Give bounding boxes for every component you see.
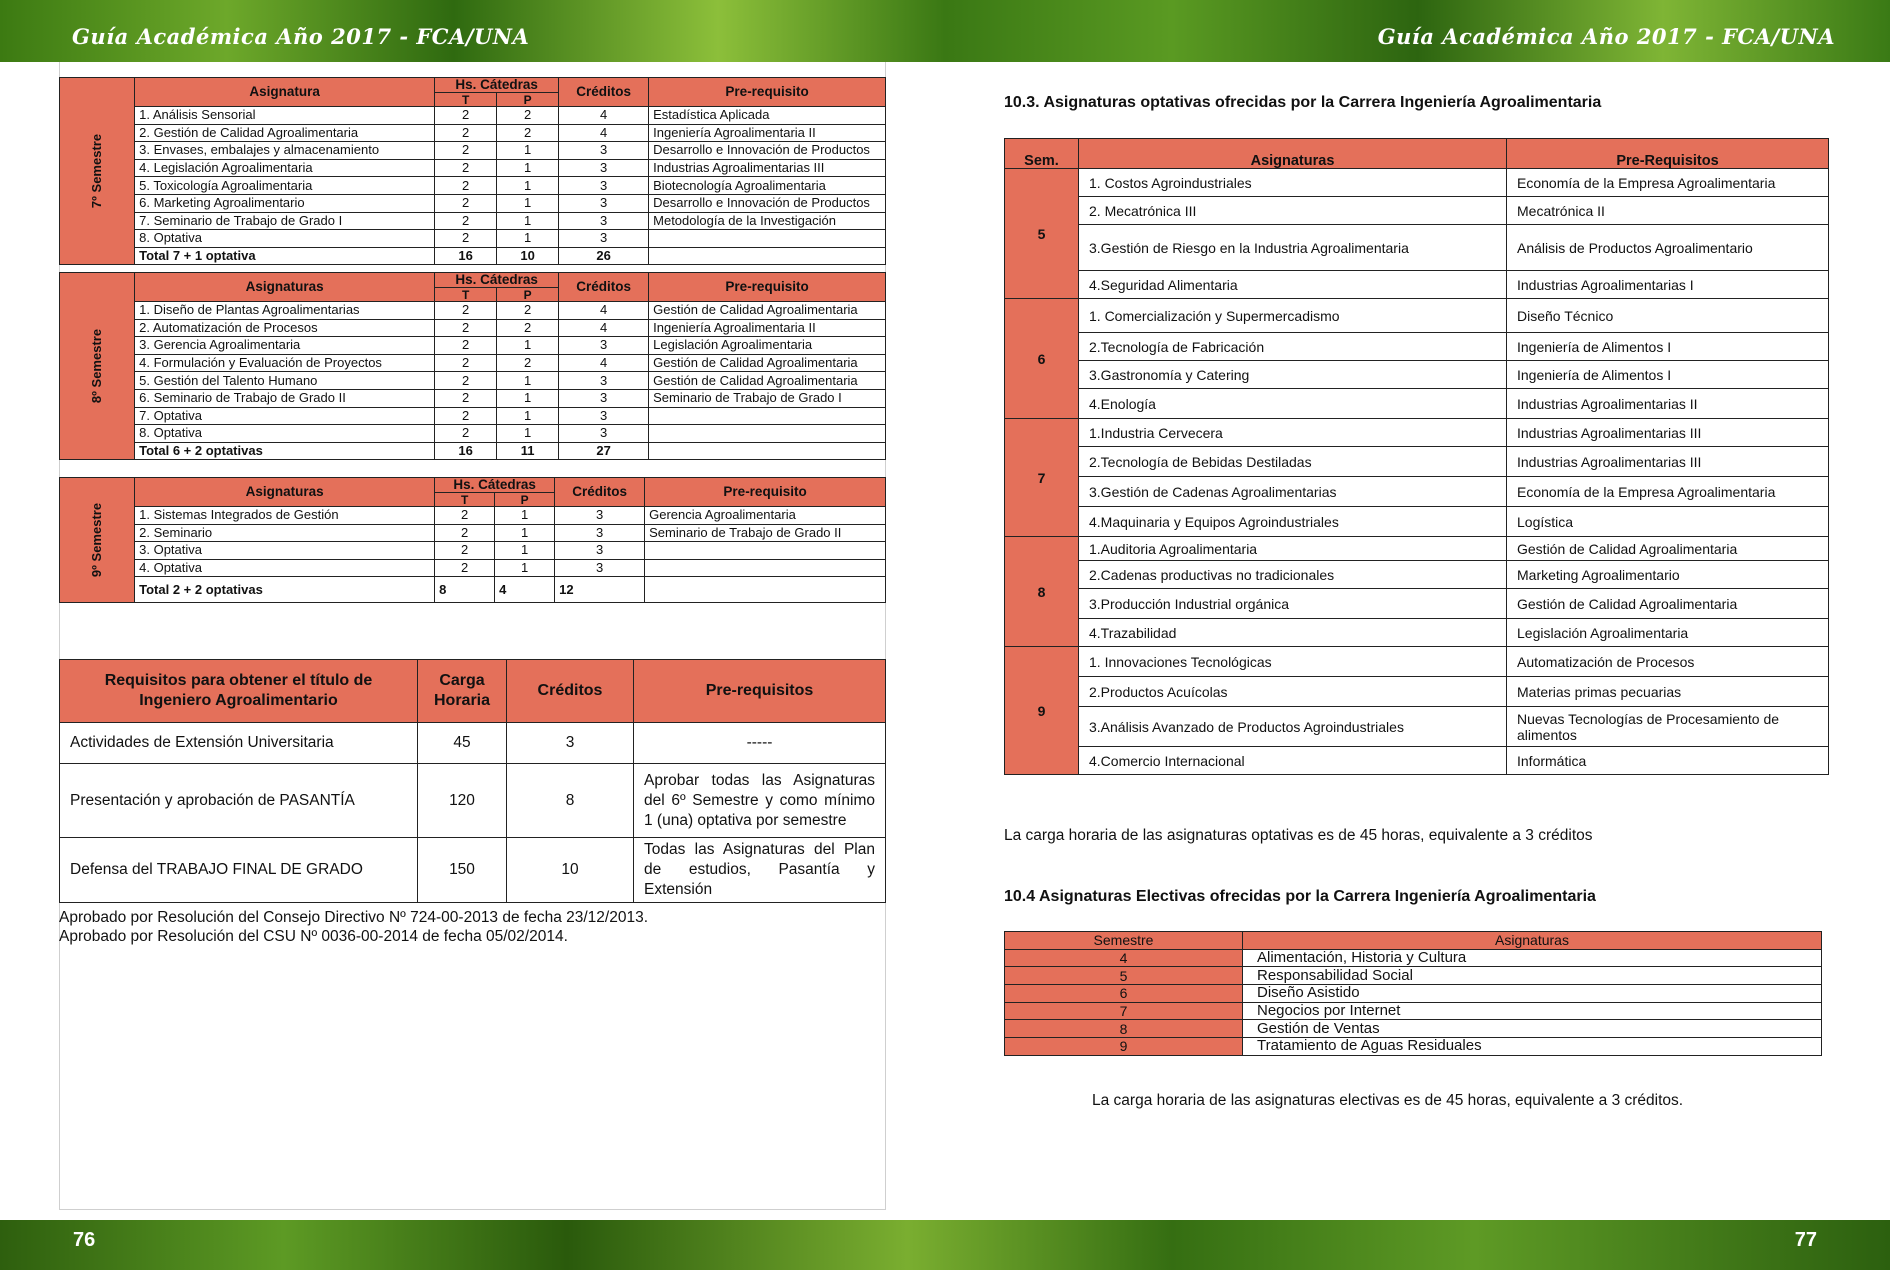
electivas-section-title: 10.4 Asignaturas Electivas ofrecidas por la Carrera Ingeniería Agroalimentaria — [1004, 888, 1596, 905]
prerequisite: Ingeniería Agroalimentaria II — [649, 319, 886, 337]
header-p: P — [497, 93, 559, 107]
hours-t: 2 — [435, 507, 495, 525]
hours-t: 2 — [435, 337, 497, 355]
total-label: Total 7 + 1 optativa — [135, 247, 435, 265]
hours-t: 2 — [435, 212, 497, 230]
prerequisite: Nuevas Tecnologías de Procesamiento de alimentos — [1507, 707, 1829, 747]
credits: 3 — [559, 177, 649, 195]
credits: 3 — [559, 194, 649, 212]
semester-number: 6 — [1005, 299, 1079, 419]
subject-name: 4. Optativa — [135, 559, 435, 577]
optativas-note: La carga horaria de las asignaturas optativas es de 45 horas, equivalente a 3 créditos — [1004, 827, 1593, 844]
hours-t: 2 — [435, 354, 497, 372]
header-p: P — [495, 493, 555, 507]
header-subject: Asignaturas — [1243, 932, 1822, 950]
credits: 3 — [559, 389, 649, 407]
subject-name: 1.Industria Cervecera — [1079, 419, 1507, 447]
table-row — [1005, 985, 1822, 1003]
table-row — [1005, 589, 1829, 619]
hours-p: 1 — [497, 337, 559, 355]
credits: 3 — [559, 372, 649, 390]
table-row — [60, 302, 886, 320]
subject-name: 4.Maquinaria y Equipos Agroindustriales — [1079, 507, 1507, 537]
semester-label: 8º Semestre — [89, 329, 105, 404]
subject-name: 4. Formulación y Evaluación de Proyectos — [135, 354, 435, 372]
table-row — [60, 838, 886, 903]
req-name: Defensa del TRABAJO FINAL DE GRADO — [60, 838, 418, 903]
prerequisite: Legislación Agroalimentaria — [1507, 619, 1829, 647]
subject-name: Alimentación, Historia y Cultura — [1243, 949, 1822, 967]
credits: 3 — [559, 337, 649, 355]
credits: 3 — [559, 230, 649, 248]
req-prereq: Aprobar todas las Asignaturas del 6º Semestre y como mínimo 1 (una) optativa por semestre — [634, 764, 886, 838]
semester-number: 7 — [1005, 419, 1079, 537]
table-row — [60, 425, 886, 443]
req-credits: 8 — [507, 764, 634, 838]
prerequisite: Gestión de Calidad Agroalimentaria — [1507, 589, 1829, 619]
hours-t: 2 — [435, 159, 497, 177]
header-prereq: Pre-Requisitos — [1507, 139, 1829, 169]
table-row — [60, 723, 886, 764]
table-row — [60, 372, 886, 390]
subject-name: 3.Gestión de Cadenas Agroalimentarias — [1079, 477, 1507, 507]
header-credits: Créditos — [559, 78, 649, 107]
subject-name: 4.Comercio Internacional — [1079, 747, 1507, 775]
hours-p: 1 — [497, 177, 559, 195]
prerequisite — [649, 407, 886, 425]
table-row — [1005, 747, 1829, 775]
hours-p: 2 — [497, 354, 559, 372]
req-credits: 3 — [507, 723, 634, 764]
table-row — [60, 542, 886, 560]
hours-t: 2 — [435, 389, 497, 407]
subject-name: 3. Envases, embalajes y almacenamiento — [135, 142, 435, 160]
semester-number: 5 — [1005, 169, 1079, 299]
table-row — [60, 407, 886, 425]
prerequisite — [645, 542, 886, 560]
hours-p: 2 — [497, 107, 559, 125]
semester-label: 9º Semestre — [89, 503, 105, 578]
prerequisite — [649, 425, 886, 443]
total-t: 16 — [435, 442, 497, 460]
subject-name: 3.Producción Industrial orgánica — [1079, 589, 1507, 619]
hours-t: 2 — [435, 194, 497, 212]
semester-label: 7º Semestre — [89, 134, 105, 209]
prerequisite: Logística — [1507, 507, 1829, 537]
semester-number: 7 — [1005, 1002, 1243, 1020]
table-row — [60, 142, 886, 160]
credits: 3 — [555, 559, 645, 577]
prerequisite: Gestión de Calidad Agroalimentaria — [649, 354, 886, 372]
header-subject: Asignaturas — [135, 273, 435, 302]
prerequisite: Desarrollo e Innovación de Productos — [649, 142, 886, 160]
prerequisite: Industrias Agroalimentarias III — [649, 159, 886, 177]
subject-name: 2. Mecatrónica III — [1079, 197, 1507, 225]
page-number-right: 77 — [1794, 1229, 1817, 1251]
subject-name: 1. Innovaciones Tecnológicas — [1079, 647, 1507, 677]
total-label: Total 2 + 2 optativas — [135, 577, 435, 603]
table-row — [1005, 361, 1829, 389]
hours-t: 2 — [435, 559, 495, 577]
subject-name: 1.Auditoria Agroalimentaria — [1079, 537, 1507, 561]
footer-band — [0, 1220, 1890, 1270]
credits: 4 — [559, 107, 649, 125]
semester-label-cell — [60, 273, 135, 460]
total-empty — [645, 577, 886, 603]
req-header-prereq: Pre-requisitos — [634, 660, 886, 723]
table-row — [1005, 197, 1829, 225]
header-p: P — [497, 288, 559, 302]
credits: 4 — [559, 319, 649, 337]
header-band — [0, 0, 1890, 62]
subject-name: 2. Seminario — [135, 524, 435, 542]
subject-name: 7. Seminario de Trabajo de Grado I — [135, 212, 435, 230]
table-row — [1005, 707, 1829, 747]
hours-p: 1 — [495, 542, 555, 560]
hours-t: 2 — [435, 142, 497, 160]
subject-name: 1. Comercialización y Supermercadismo — [1079, 299, 1507, 333]
prerequisite: Gestión de Calidad Agroalimentaria — [649, 302, 886, 320]
semester-number: 9 — [1005, 1038, 1243, 1056]
credits: 4 — [559, 124, 649, 142]
table-row — [60, 354, 886, 372]
subject-name: 5. Gestión del Talento Humano — [135, 372, 435, 390]
table-row — [1005, 169, 1829, 197]
table-row — [60, 507, 886, 525]
prerequisite: Seminario de Trabajo de Grado II — [645, 524, 886, 542]
req-header-hours: Carga Horaria — [418, 660, 507, 723]
subject-name: 1. Costos Agroindustriales — [1079, 169, 1507, 197]
semester-number: 4 — [1005, 949, 1243, 967]
subject-name: 2. Automatización de Procesos — [135, 319, 435, 337]
hours-p: 1 — [497, 372, 559, 390]
semester-number: 8 — [1005, 1020, 1243, 1038]
subject-name: 6. Seminario de Trabajo de Grado II — [135, 389, 435, 407]
prerequisite: Gestión de Calidad Agroalimentaria — [1507, 537, 1829, 561]
semester-label-cell — [60, 478, 135, 603]
hours-t: 2 — [435, 372, 497, 390]
hours-t: 2 — [435, 319, 497, 337]
hours-t: 2 — [435, 524, 495, 542]
header-credits: Créditos — [559, 273, 649, 302]
header-semester: Semestre — [1005, 932, 1243, 950]
approval-note-1: Aprobado por Resolución del Consejo Directivo Nº 724-00-2013 de fecha 23/12/2013. — [59, 909, 649, 926]
electivas-table — [1004, 931, 1822, 1056]
req-hours: 45 — [418, 723, 507, 764]
table-row — [60, 177, 886, 195]
req-prereq: Todas las Asignaturas del Plan de estudios, Pasantía y Extensión — [634, 838, 886, 903]
total-row — [60, 442, 886, 460]
prerequisite: Análisis de Productos Agroalimentario — [1507, 225, 1829, 271]
req-hours: 120 — [418, 764, 507, 838]
total-credits: 26 — [559, 247, 649, 265]
table-row — [60, 194, 886, 212]
approval-notes — [59, 908, 648, 946]
subject-name: Tratamiento de Aguas Residuales — [1243, 1038, 1822, 1056]
hours-p: 1 — [497, 159, 559, 177]
prerequisite: Economía de la Empresa Agroalimentaria — [1507, 477, 1829, 507]
subject-name: 5. Toxicología Agroalimentaria — [135, 177, 435, 195]
prerequisite: Industrias Agroalimentarias II — [1507, 389, 1829, 419]
header-subject: Asignaturas — [135, 478, 435, 507]
subject-name: 1. Análisis Sensorial — [135, 107, 435, 125]
subject-name: Responsabilidad Social — [1243, 967, 1822, 985]
subject-name: 3. Gerencia Agroalimentaria — [135, 337, 435, 355]
table-row — [1005, 967, 1822, 985]
prerequisite: Gerencia Agroalimentaria — [645, 507, 886, 525]
semester-7-table — [59, 77, 886, 265]
prerequisite — [645, 559, 886, 577]
hours-p: 1 — [495, 559, 555, 577]
semester-9-table — [59, 477, 886, 603]
subject-name: 4.Enología — [1079, 389, 1507, 419]
prerequisite: Ingeniería de Alimentos I — [1507, 361, 1829, 389]
subject-name: 7. Optativa — [135, 407, 435, 425]
subject-name: 3. Optativa — [135, 542, 435, 560]
semester-number: 6 — [1005, 985, 1243, 1003]
prerequisite: Diseño Técnico — [1507, 299, 1829, 333]
subject-name: Gestión de Ventas — [1243, 1020, 1822, 1038]
total-row — [60, 247, 886, 265]
header-prereq: Pre-requisito — [645, 478, 886, 507]
table-row — [60, 107, 886, 125]
hours-t: 2 — [435, 425, 497, 443]
total-label: Total 6 + 2 optativas — [135, 442, 435, 460]
total-row — [60, 577, 886, 603]
req-name: Actividades de Extensión Universitaria — [60, 723, 418, 764]
page-number-left: 76 — [73, 1229, 96, 1251]
subject-name: 3.Gastronomía y Catering — [1079, 361, 1507, 389]
prerequisite: Industrias Agroalimentarias I — [1507, 271, 1829, 299]
header-credits: Créditos — [555, 478, 645, 507]
hours-p: 1 — [497, 425, 559, 443]
table-row — [1005, 537, 1829, 561]
table-row — [1005, 647, 1829, 677]
hours-p: 1 — [497, 407, 559, 425]
subject-name: 2.Tecnología de Fabricación — [1079, 333, 1507, 361]
approval-note-2: Aprobado por Resolución del CSU Nº 0036-00-2014 de fecha 05/02/2014. — [59, 928, 568, 945]
subject-name: 1. Sistemas Integrados de Gestión — [135, 507, 435, 525]
table-row — [1005, 507, 1829, 537]
prerequisite: Ingeniería de Alimentos I — [1507, 333, 1829, 361]
hours-p: 1 — [495, 507, 555, 525]
subject-name: 2. Gestión de Calidad Agroalimentaria — [135, 124, 435, 142]
prerequisite: Informática — [1507, 747, 1829, 775]
header-subject: Asignatura — [135, 78, 435, 107]
header-hours: Hs. Cátedras — [435, 478, 555, 493]
prerequisite: Biotecnología Agroalimentaria — [649, 177, 886, 195]
hours-t: 2 — [435, 124, 497, 142]
total-credits: 27 — [559, 442, 649, 460]
credits: 3 — [559, 142, 649, 160]
hours-t: 2 — [435, 407, 497, 425]
subject-name: 2.Tecnología de Bebidas Destiladas — [1079, 447, 1507, 477]
prerequisite: Materias primas pecuarias — [1507, 677, 1829, 707]
total-credits: 12 — [555, 577, 645, 603]
subject-name: 4. Legislación Agroalimentaria — [135, 159, 435, 177]
table-row — [1005, 477, 1829, 507]
subject-name: 6. Marketing Agroalimentario — [135, 194, 435, 212]
table-row — [60, 159, 886, 177]
req-prereq: ----- — [634, 723, 886, 764]
table-row — [60, 524, 886, 542]
hours-p: 1 — [497, 389, 559, 407]
header-prereq: Pre-requisito — [649, 273, 886, 302]
prerequisite — [649, 230, 886, 248]
prerequisite: Economía de la Empresa Agroalimentaria — [1507, 169, 1829, 197]
req-name: Presentación y aprobación de PASANTÍA — [60, 764, 418, 838]
total-empty — [649, 247, 886, 265]
credits: 3 — [559, 212, 649, 230]
subject-name: Negocios por Internet — [1243, 1002, 1822, 1020]
table-row — [60, 559, 886, 577]
credits: 4 — [559, 354, 649, 372]
subject-name: 8. Optativa — [135, 425, 435, 443]
total-p: 10 — [497, 247, 559, 265]
semester-number: 5 — [1005, 967, 1243, 985]
table-row — [1005, 419, 1829, 447]
credits: 3 — [559, 425, 649, 443]
subject-name: Diseño Asistido — [1243, 985, 1822, 1003]
prerequisite: Metodología de la Investigación — [649, 212, 886, 230]
table-row — [60, 124, 886, 142]
req-header-title: Requisitos para obtener el título de Ingeniero Agroalimentario — [60, 660, 418, 723]
hours-p: 1 — [495, 524, 555, 542]
hours-p: 2 — [497, 319, 559, 337]
hours-t: 2 — [435, 107, 497, 125]
subject-name: 8. Optativa — [135, 230, 435, 248]
hours-t: 2 — [435, 302, 497, 320]
prerequisite: Desarrollo e Innovación de Productos — [649, 194, 886, 212]
optativas-table — [1004, 138, 1829, 775]
table-row — [1005, 1002, 1822, 1020]
credits: 3 — [559, 407, 649, 425]
prerequisite: Industrias Agroalimentarias III — [1507, 419, 1829, 447]
subject-name: 4.Trazabilidad — [1079, 619, 1507, 647]
credits: 3 — [555, 524, 645, 542]
table-row — [60, 389, 886, 407]
header-hours: Hs. Cátedras — [435, 273, 559, 288]
table-row — [60, 230, 886, 248]
hours-p: 1 — [497, 194, 559, 212]
prerequisite: Seminario de Trabajo de Grado I — [649, 389, 886, 407]
credits: 3 — [559, 159, 649, 177]
total-p: 4 — [495, 577, 555, 603]
table-row — [1005, 1038, 1822, 1056]
subject-name: 2.Cadenas productivas no tradicionales — [1079, 561, 1507, 589]
hours-t: 2 — [435, 230, 497, 248]
semester-number: 8 — [1005, 537, 1079, 647]
table-row — [1005, 561, 1829, 589]
hours-p: 1 — [497, 142, 559, 160]
table-row — [1005, 389, 1829, 419]
total-empty — [649, 442, 886, 460]
req-header-credits: Créditos — [507, 660, 634, 723]
credits: 3 — [555, 507, 645, 525]
table-row — [1005, 447, 1829, 477]
table-row — [1005, 619, 1829, 647]
header-prereq: Pre-requisito — [649, 78, 886, 107]
credits: 4 — [559, 302, 649, 320]
hours-p: 1 — [497, 230, 559, 248]
optativas-section-title: 10.3. Asignaturas optativas ofrecidas por la Carrera Ingeniería Agroalimentaria — [1004, 94, 1602, 111]
header-t: T — [435, 493, 495, 507]
subject-name: 3.Análisis Avanzado de Productos Agroindustriales — [1079, 707, 1507, 747]
semester-label-cell — [60, 78, 135, 265]
prerequisite: Legislación Agroalimentaria — [649, 337, 886, 355]
subject-name: 2.Productos Acuícolas — [1079, 677, 1507, 707]
header-hours: Hs. Cátedras — [435, 78, 559, 93]
table-row — [60, 337, 886, 355]
electivas-note: La carga horaria de las asignaturas electivas es de 45 horas, equivalente a 3 créditos. — [1092, 1092, 1684, 1109]
requirements-table — [59, 659, 886, 903]
table-row — [1005, 677, 1829, 707]
subject-name: 3.Gestión de Riesgo en la Industria Agroalimentaria — [1079, 225, 1507, 271]
req-hours: 150 — [418, 838, 507, 903]
table-row — [1005, 225, 1829, 271]
req-credits: 10 — [507, 838, 634, 903]
table-row — [60, 764, 886, 838]
prerequisite: Estadística Aplicada — [649, 107, 886, 125]
hours-t: 2 — [435, 177, 497, 195]
subject-name: 4.Seguridad Alimentaria — [1079, 271, 1507, 299]
total-t: 8 — [435, 577, 495, 603]
semester-number: 9 — [1005, 647, 1079, 775]
hours-t: 2 — [435, 542, 495, 560]
prerequisite: Automatización de Procesos — [1507, 647, 1829, 677]
prerequisite: Mecatrónica II — [1507, 197, 1829, 225]
total-t: 16 — [435, 247, 497, 265]
table-row — [60, 319, 886, 337]
table-row — [1005, 299, 1829, 333]
prerequisite: Gestión de Calidad Agroalimentaria — [649, 372, 886, 390]
table-row — [1005, 949, 1822, 967]
table-row — [1005, 333, 1829, 361]
header-t: T — [435, 288, 497, 302]
table-row — [60, 212, 886, 230]
hours-p: 2 — [497, 302, 559, 320]
semester-8-table — [59, 272, 886, 460]
hours-p: 2 — [497, 124, 559, 142]
credits: 3 — [555, 542, 645, 560]
header-title-left: Guía Académica Año 2017 - FCA/UNA — [72, 24, 530, 49]
header-title-right: Guía Académica Año 2017 - FCA/UNA — [1377, 24, 1835, 49]
header-t: T — [435, 93, 497, 107]
prerequisite: Marketing Agroalimentario — [1507, 561, 1829, 589]
header-sem: Sem. — [1005, 139, 1079, 169]
prerequisite: Ingeniería Agroalimentaria II — [649, 124, 886, 142]
subject-name: 1. Diseño de Plantas Agroalimentarias — [135, 302, 435, 320]
table-row — [1005, 1020, 1822, 1038]
header-subject: Asignaturas — [1079, 139, 1507, 169]
table-row — [1005, 271, 1829, 299]
prerequisite: Industrias Agroalimentarias III — [1507, 447, 1829, 477]
total-p: 11 — [497, 442, 559, 460]
hours-p: 1 — [497, 212, 559, 230]
